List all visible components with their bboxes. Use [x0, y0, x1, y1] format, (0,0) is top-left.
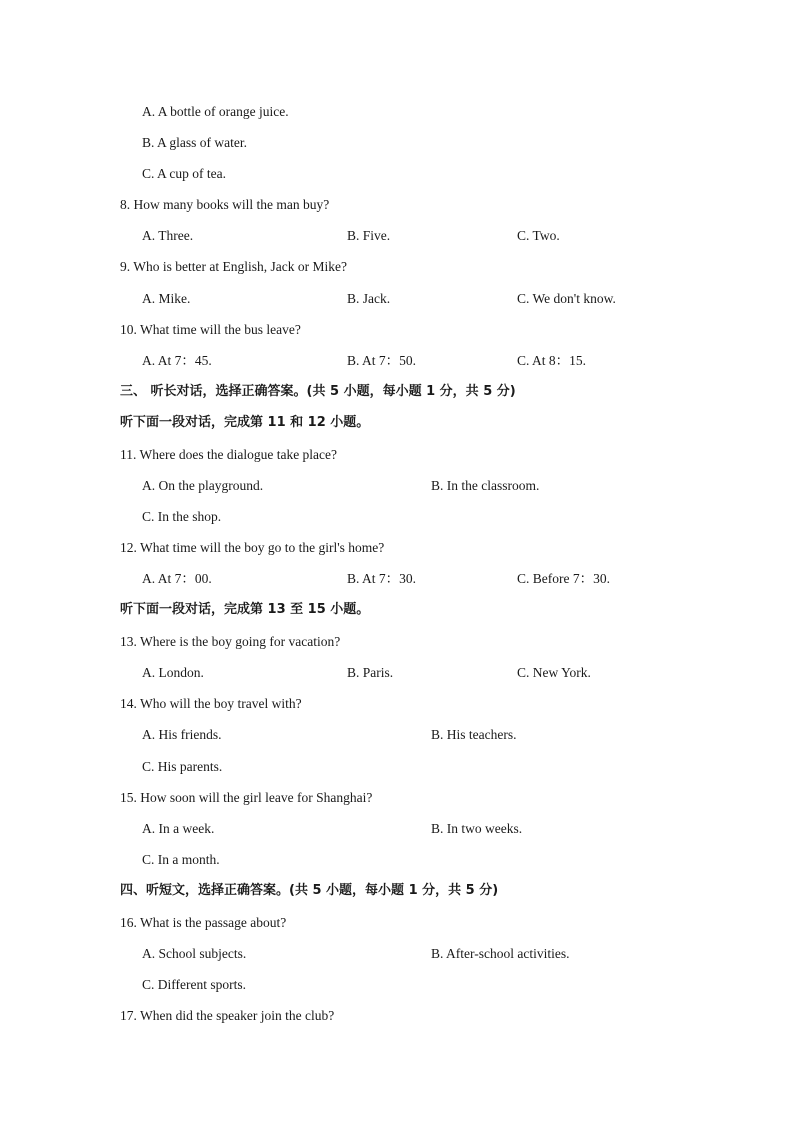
q13-option-c: C. New York. — [517, 665, 591, 680]
section-3-intro-1: 听下面一段对话，完成第 11 和 12 小题。 — [120, 415, 370, 430]
section-3-title: 三、 听长对话，选择正确答案。(共 5 小题，每小题 1 分，共 5 分) — [120, 384, 516, 399]
q16-option-c: C. Different sports. — [142, 977, 246, 992]
q12-question: 12. What time will the boy go to the girl's home? — [120, 540, 385, 555]
q8-option-a: A. Three. — [142, 228, 194, 243]
q12-option-a: A. At 7：00. — [142, 571, 212, 586]
q11-option-a: A. On the playground. — [142, 478, 264, 493]
q14-option-a: A. His friends. — [142, 727, 222, 742]
q9-option-b: B. Jack. — [347, 291, 391, 306]
q9-question: 9. Who is better at English, Jack or Mike? — [120, 259, 347, 274]
q13-question: 13. Where is the boy going for vacation? — [120, 634, 341, 649]
q10-option-b: B. At 7：50. — [347, 353, 417, 368]
q7-option-a: A. A bottle of orange juice. — [142, 104, 289, 119]
q15-option-c: C. In a month. — [142, 852, 220, 867]
q15-question: 15. How soon will the girl leave for Shanghai? — [120, 790, 373, 805]
q17-question: 17. When did the speaker join the club? — [120, 1008, 335, 1023]
q14-option-c: C. His parents. — [142, 759, 223, 774]
q11-option-c: C. In the shop. — [142, 509, 222, 524]
q10-question: 10. What time will the bus leave? — [120, 322, 301, 337]
q8-question: 8. How many books will the man buy? — [120, 197, 330, 212]
q12-option-c: C. Before 7：30. — [517, 571, 610, 586]
q13-option-b: B. Paris. — [347, 665, 394, 680]
q9-option-a: A. Mike. — [142, 291, 191, 306]
q16-question: 16. What is the passage about? — [120, 915, 287, 930]
q15-option-a: A. In a week. — [142, 821, 215, 836]
q11-question: 11. Where does the dialogue take place? — [120, 447, 338, 462]
q13-option-a: A. London. — [142, 665, 204, 680]
q7-option-c: C. A cup of tea. — [142, 166, 226, 181]
q16-option-b: B. After-school activities. — [431, 946, 570, 961]
q15-option-b: B. In two weeks. — [431, 821, 523, 836]
q16-option-a: A. School subjects. — [142, 946, 247, 961]
q7-option-b: B. A glass of water. — [142, 135, 247, 150]
section-4-title: 四、听短文，选择正确答案。(共 5 小题，每小题 1 分，共 5 分) — [120, 883, 499, 898]
q14-option-b: B. His teachers. — [431, 727, 517, 742]
q10-option-c: C. At 8：15. — [517, 353, 587, 368]
q8-option-c: C. Two. — [517, 228, 560, 243]
q10-option-a: A. At 7：45. — [142, 353, 212, 368]
section-3-intro-2: 听下面一段对话，完成第 13 至 15 小题。 — [120, 602, 370, 617]
q12-option-b: B. At 7：30. — [347, 571, 417, 586]
q9-option-c: C. We don't know. — [517, 291, 616, 306]
q8-option-b: B. Five. — [347, 228, 391, 243]
q14-question: 14. Who will the boy travel with? — [120, 696, 302, 711]
q11-option-b: B. In the classroom. — [431, 478, 540, 493]
